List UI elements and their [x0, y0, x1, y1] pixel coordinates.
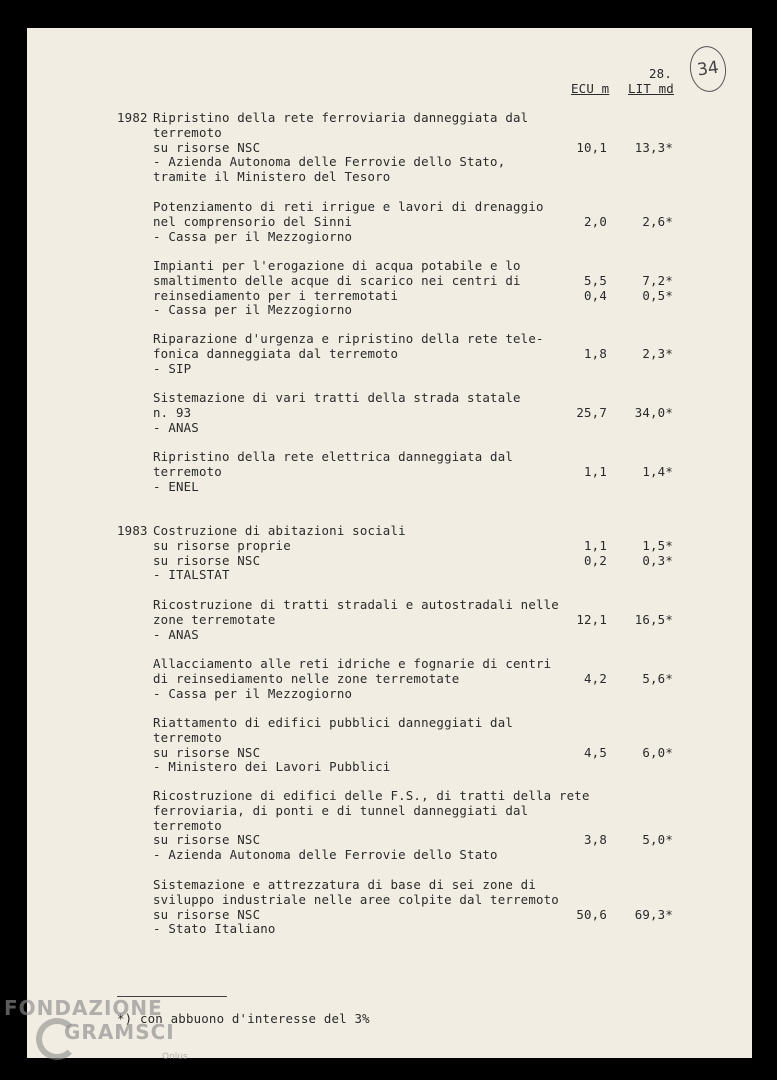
- ecu-value: 1,8: [584, 345, 607, 361]
- entry-description-line: reinsediamento per i terremotati: [153, 287, 399, 303]
- lit-value: 5,6*: [642, 670, 673, 686]
- lit-value: 6,0*: [642, 744, 673, 760]
- entry-description-line: su risorse NSC: [153, 139, 261, 155]
- entry-description-line: su risorse NSC: [153, 552, 261, 568]
- lit-value: 34,0*: [634, 404, 673, 420]
- entry-description-line: terremoto: [153, 729, 222, 745]
- entry-description-line: Sistemazione e attrezzatura di base di sei zone di: [153, 877, 536, 892]
- ecu-value: 12,1: [576, 611, 607, 627]
- entry-description-line: n. 93: [153, 404, 192, 420]
- ecu-value: 2,0: [584, 213, 607, 229]
- lit-value: 0,3*: [642, 552, 673, 568]
- ecu-value: 1,1: [584, 463, 607, 479]
- entry-description-line: Ripristino della rete elettrica danneggiata dal: [153, 449, 514, 464]
- page-number: 28.: [649, 66, 672, 81]
- entry-description-line: Riattamento di edifici pubblici danneggiati dal: [153, 715, 514, 730]
- entry-description-line: terremoto: [153, 124, 222, 140]
- entry-description-line: - Cassa per il Mezzogiorno: [153, 228, 353, 244]
- ecu-value: 4,5: [584, 744, 607, 760]
- entry-description-line: fonica danneggiata dal terremoto: [153, 345, 399, 361]
- ecu-value: 1,1: [584, 537, 607, 553]
- entry-description-line: su risorse NSC: [153, 832, 261, 848]
- entry-description-line: tramite il Ministero del Tesoro: [153, 169, 391, 184]
- entry-description-line: su risorse NSC: [153, 744, 261, 760]
- entry-description-line: - ANAS: [153, 626, 199, 642]
- lit-value: 13,3*: [634, 139, 673, 155]
- ecu-value: 5,5: [584, 272, 607, 288]
- ecu-value: 25,7: [576, 404, 607, 420]
- lit-value: 7,2*: [642, 272, 673, 288]
- entry-description-line: - Azienda Autonoma delle Ferrovie dello Stato,: [153, 154, 506, 170]
- lit-value: 1,5*: [642, 537, 673, 553]
- ecu-value: 0,2: [584, 552, 607, 568]
- lit-value: 2,3*: [642, 345, 673, 361]
- entry-description-line: di reinsediamento nelle zone terremotate: [153, 670, 460, 686]
- entry-description-line: Ricostruzione di tratti stradali e autostradali nelle: [153, 597, 559, 612]
- entry-description-line: terremoto: [153, 463, 222, 479]
- ecu-value: 0,4: [584, 287, 607, 303]
- lit-value: 69,3*: [634, 906, 673, 922]
- entry-description-line: Impianti per l'erogazione di acqua potabile e lo: [153, 258, 521, 273]
- lit-value: 1,4*: [642, 463, 673, 479]
- entry-description-line: - Cassa per il Mezzogiorno: [153, 685, 353, 701]
- entry-description-line: - Azienda Autonoma delle Ferrovie dello Stato: [153, 847, 498, 862]
- entry-description-line: - Cassa per il Mezzogiorno: [153, 302, 353, 318]
- entry-description-line: - ENEL: [153, 478, 199, 494]
- entry-year: 1982: [117, 110, 148, 125]
- column-header-lit: LIT md: [628, 81, 674, 96]
- entry-description-line: - SIP: [153, 360, 192, 376]
- ecu-value: 4,2: [584, 670, 607, 686]
- lit-value: 5,0*: [642, 832, 673, 848]
- entry-description-line: Costruzione di abitazioni sociali: [153, 523, 406, 538]
- entry-description-line: - Stato Italiano: [153, 921, 276, 937]
- ecu-value: 50,6: [576, 906, 607, 922]
- entry-description-line: - Ministero dei Lavori Pubblici: [153, 759, 391, 775]
- entry-description-line: ferroviaria, di ponti e di tunnel danneggiati dal: [153, 802, 529, 818]
- lit-value: 16,5*: [634, 611, 673, 627]
- entry-description-line: Ricostruzione di edifici delle F.S., di tratti della rete: [153, 788, 590, 803]
- lit-value: 2,6*: [642, 213, 673, 229]
- watermark-logo: [4, 996, 194, 1076]
- entry-description-line: Potenziamento di reti irrigue e lavori di drenaggio: [153, 199, 544, 214]
- entry-year: 1983: [117, 523, 148, 538]
- column-header-ecu: ECU m: [571, 81, 610, 96]
- watermark-text-2: GRAMSCI: [64, 1020, 175, 1044]
- ecu-value: 3,8: [584, 832, 607, 848]
- entry-description-line: su risorse NSC: [153, 906, 261, 922]
- entry-description-line: nel comprensorio del Sinni: [153, 213, 353, 229]
- entry-description-line: Ripristino della rete ferroviaria danneggiata dal: [153, 110, 529, 125]
- ecu-value: 10,1: [576, 139, 607, 155]
- entry-description-line: - ITALSTAT: [153, 567, 230, 583]
- entry-description-line: terremoto: [153, 817, 222, 833]
- entry-description-line: - ANAS: [153, 419, 199, 435]
- entry-description-line: su risorse proprie: [153, 537, 291, 553]
- footnote: *) con abbuono d'interesse del 3%: [117, 1011, 370, 1026]
- entry-description-line: Sistemazione di vari tratti della strada statale: [153, 390, 521, 405]
- entry-description-line: sviluppo industriale nelle aree colpite dal terremoto: [153, 891, 559, 907]
- entry-description-line: smaltimento delle acque di scarico nei centri di: [153, 272, 521, 288]
- entry-description-line: Allacciamento alle reti idriche e fognarie di centri: [153, 656, 552, 671]
- watermark-text-1: FONDAZIONE: [4, 996, 163, 1020]
- watermark-text-3: Onlus: [162, 1052, 188, 1062]
- lit-value: 0,5*: [642, 287, 673, 303]
- entry-description-line: Riparazione d'urgenza e ripristino della rete tele-: [153, 331, 544, 346]
- handwritten-page-number: 34: [687, 44, 729, 95]
- entry-description-line: zone terremotate: [153, 611, 276, 627]
